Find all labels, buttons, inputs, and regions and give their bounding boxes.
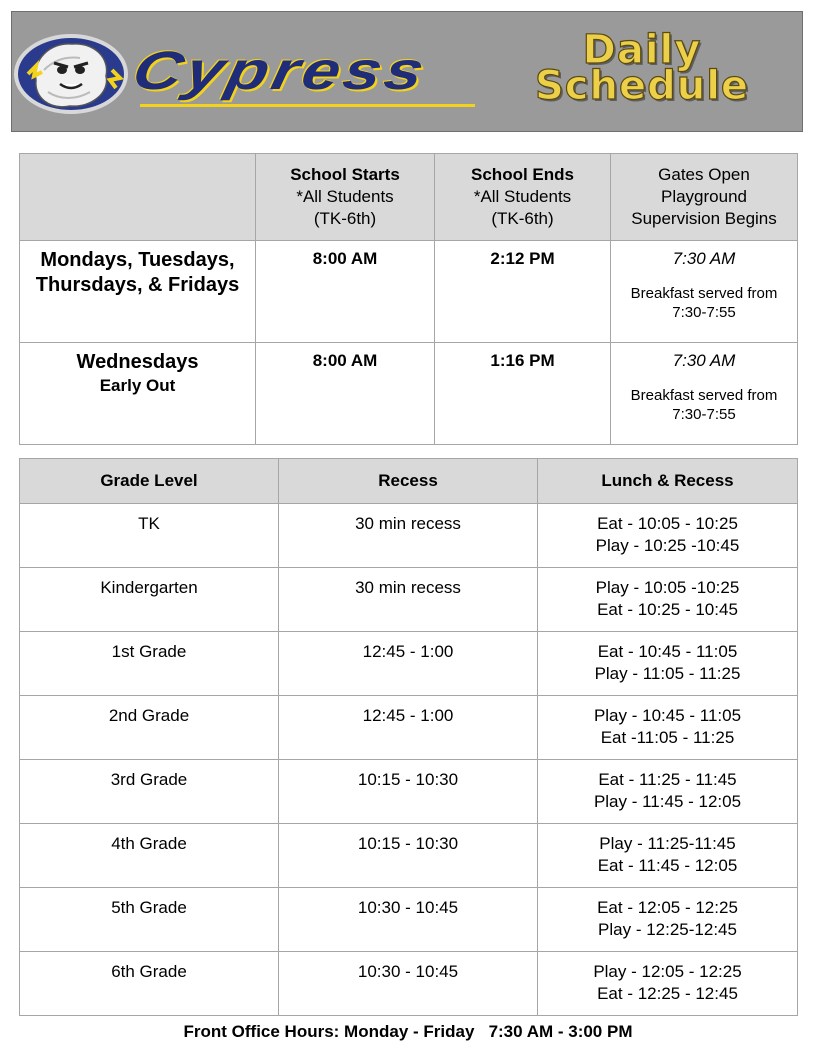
schedule-row-wednesday — [20, 343, 798, 445]
lunch-cell — [538, 696, 798, 760]
lunch-line: Eat - 12:05 - 12:25 — [597, 898, 738, 917]
grade-cell: 1st Grade — [20, 632, 279, 696]
header-line: Playground — [660, 187, 747, 206]
lunch-cell — [538, 760, 798, 824]
header-gates-open — [611, 154, 798, 241]
header-banner — [11, 11, 803, 132]
logo-underline — [140, 104, 475, 107]
header-line: School Starts — [290, 165, 400, 184]
lunch-line: Eat - 10:45 - 11:05 — [597, 642, 738, 661]
day-sublabel: Early Out — [99, 376, 176, 395]
day-cell — [20, 343, 256, 445]
header-school-ends — [435, 154, 611, 241]
front-office-hours: Front Office Hours: Monday - Friday 7:30 AM - 3:00 PM — [183, 1022, 633, 1041]
lunch-line: Eat - 10:25 - 10:45 — [597, 600, 738, 619]
header-blank-cell — [20, 154, 256, 241]
lunch-line: Play - 10:45 - 11:05 — [593, 706, 742, 725]
lunch-line: Eat - 10:05 - 10:25 — [597, 514, 738, 533]
header-line: *All Students — [296, 187, 394, 206]
breakfast-line: Breakfast served from — [630, 285, 778, 302]
gates-time: 7:30 AM — [672, 351, 736, 370]
day-label: Mondays, Tuesdays, — [40, 249, 235, 271]
recess-cell: 10:30 - 10:45 — [279, 888, 538, 952]
day-label: Wednesdays — [76, 351, 199, 373]
breakfast-line: 7:30-7:55 — [672, 304, 736, 321]
recess-cell: 12:45 - 1:00 — [279, 696, 538, 760]
table-row — [20, 952, 798, 1016]
title-line-schedule: Schedule — [534, 63, 750, 109]
school-logo-wordmark: Cypress — [127, 41, 434, 101]
grade-cell: TK — [20, 504, 279, 568]
header-recess: Recess — [279, 459, 538, 504]
breakfast-line: 7:30-7:55 — [672, 406, 736, 423]
grade-cell: 5th Grade — [20, 888, 279, 952]
recess-cell: 30 min recess — [279, 504, 538, 568]
table-row — [20, 632, 798, 696]
title-line-daily: Daily — [582, 27, 702, 73]
recess-header-row — [20, 459, 798, 504]
header-line: Gates Open — [658, 165, 750, 184]
recess-cell: 10:30 - 10:45 — [279, 952, 538, 1016]
lunch-cell — [538, 952, 798, 1016]
gates-cell — [611, 343, 798, 445]
table-row — [20, 696, 798, 760]
header-line: (TK-6th) — [491, 209, 554, 228]
school-hours-header-row — [20, 154, 798, 241]
lunch-line: Play - 10:05 -10:25 — [595, 578, 740, 597]
header-line: Supervision Begins — [631, 209, 777, 228]
page-title — [482, 27, 802, 109]
header-lunch-recess: Lunch & Recess — [538, 459, 798, 504]
lunch-line: Play - 11:25-11:45 — [599, 834, 736, 853]
header-line: *All Students — [473, 187, 572, 206]
breakfast-note — [612, 284, 796, 322]
lunch-cell — [538, 568, 798, 632]
lunch-line: Eat - 11:45 - 12:05 — [597, 856, 738, 875]
header-line: (TK-6th) — [313, 209, 377, 228]
table-row — [20, 568, 798, 632]
grade-cell: 6th Grade — [20, 952, 279, 1016]
end-time: 1:16 PM — [435, 343, 611, 445]
schedule-row-regular — [20, 241, 798, 343]
breakfast-note — [612, 386, 796, 424]
lunch-line: Play - 11:05 - 11:25 — [594, 664, 741, 683]
grade-cell: 4th Grade — [20, 824, 279, 888]
recess-lunch-table — [19, 458, 798, 1016]
header-line: School Ends — [471, 165, 574, 184]
gates-time: 7:30 AM — [672, 249, 736, 268]
lunch-cell — [538, 888, 798, 952]
gates-cell — [611, 241, 798, 343]
lunch-cell — [538, 504, 798, 568]
recess-cell: 10:15 - 10:30 — [279, 824, 538, 888]
end-time: 2:12 PM — [435, 241, 611, 343]
lunch-line: Play - 11:45 - 12:05 — [593, 792, 742, 811]
lunch-line: Play - 12:05 - 12:25 — [593, 962, 742, 981]
grade-cell: Kindergarten — [20, 568, 279, 632]
grade-cell: 2nd Grade — [20, 696, 279, 760]
recess-cell: 10:15 - 10:30 — [279, 760, 538, 824]
school-hours-table — [19, 153, 798, 445]
lunch-cell — [538, 824, 798, 888]
lunch-line: Play - 12:25-12:45 — [598, 920, 737, 939]
lunch-line: Eat -11:05 - 11:25 — [600, 728, 735, 747]
header-school-starts — [256, 154, 435, 241]
table-row — [20, 888, 798, 952]
start-time: 8:00 AM — [256, 343, 435, 445]
breakfast-line: Breakfast served from — [630, 387, 778, 404]
start-time: 8:00 AM — [256, 241, 435, 343]
lunch-cell — [538, 632, 798, 696]
table-row — [20, 504, 798, 568]
lunch-line: Eat - 11:25 - 11:45 — [598, 770, 737, 789]
lunch-line: Play - 10:25 -10:45 — [595, 536, 740, 555]
recess-cell: 30 min recess — [279, 568, 538, 632]
cyclone-mascot-logo — [14, 30, 132, 116]
lunch-line: Eat - 12:25 - 12:45 — [597, 984, 738, 1003]
grade-cell: 3rd Grade — [20, 760, 279, 824]
day-cell — [20, 241, 256, 343]
day-label: Thursdays, & Fridays — [35, 274, 240, 296]
table-row — [20, 760, 798, 824]
header-grade-level: Grade Level — [20, 459, 279, 504]
recess-cell: 12:45 - 1:00 — [279, 632, 538, 696]
table-row — [20, 824, 798, 888]
